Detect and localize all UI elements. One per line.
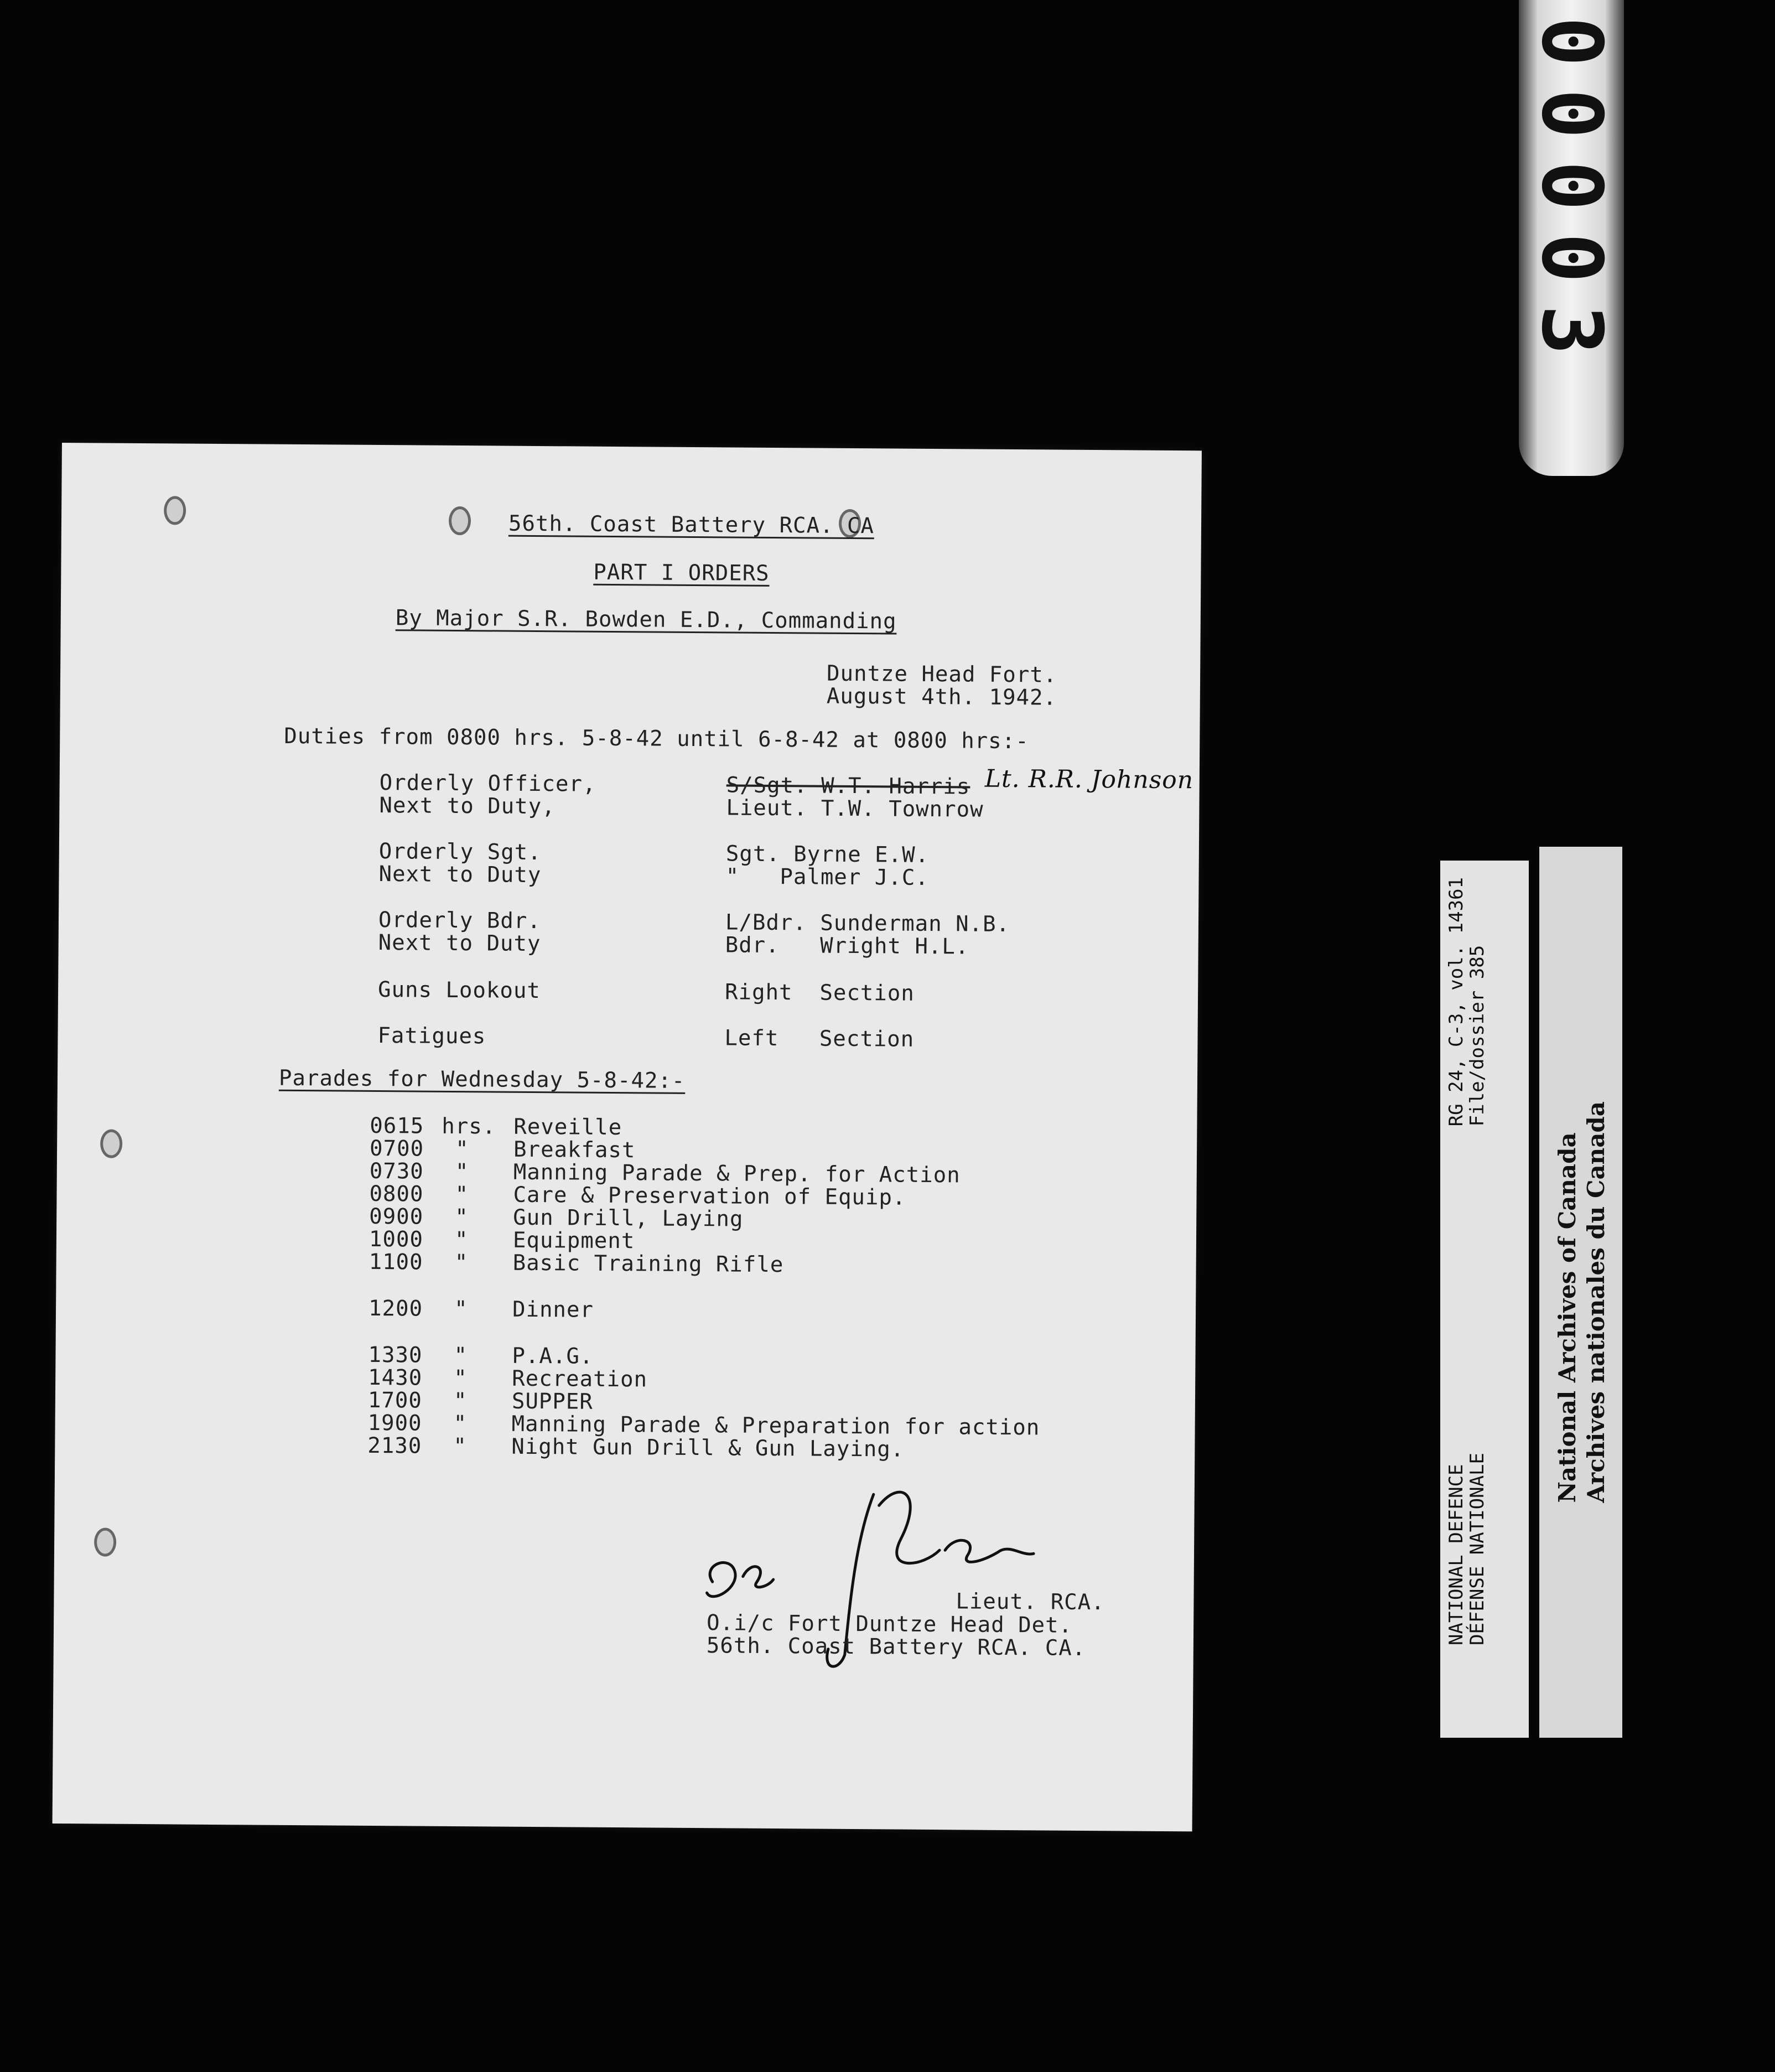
signature-line-1: O.i/c Fort Duntze Head Det. (706, 1610, 1073, 1638)
archive-reference-label (1440, 861, 1529, 1738)
archives-canada-label (1539, 847, 1622, 1738)
parade-time: 0730 (369, 1158, 424, 1184)
parade-time: 0900 (369, 1204, 424, 1230)
parade-unit: " (453, 1433, 467, 1459)
parade-time: 1430 (368, 1365, 423, 1391)
duty-name: L/Bdr. Sunderman N.B. (725, 910, 1010, 937)
parade-time: 0800 (369, 1181, 424, 1207)
archive-reference: RG 24, C-3, vol. 14361 File/dossier 385 (1445, 877, 1488, 1127)
frame-number: 00003 (1523, 17, 1620, 377)
punch-hole-icon (94, 1527, 116, 1556)
parade-activity: Manning Parade & Prep. for Action (513, 1159, 961, 1188)
parade-activity: Gun Drill, Laying (513, 1205, 744, 1232)
parade-activity: Reveille (513, 1114, 622, 1141)
duty-role: Next to Duty (378, 930, 541, 957)
parade-unit: " (454, 1343, 468, 1369)
signature-line-2: 56th. Coast Battery RCA. CA. (706, 1633, 1086, 1661)
punch-hole-icon (164, 496, 186, 525)
parade-unit: " (454, 1365, 468, 1391)
duty-name: Bdr. Wright H.L. (725, 933, 969, 960)
duty-role: Orderly Officer, (379, 770, 596, 797)
parade-activity: Recreation (512, 1366, 648, 1392)
punch-hole-icon (100, 1130, 122, 1158)
commanding-officer: By Major S.R. Bowden E.D., Commanding (395, 605, 897, 634)
document-title: 56th. Coast Battery RCA. CA (508, 511, 875, 539)
archives-name: National Archives of Canada Archives nationales du Canada (1554, 1101, 1610, 1503)
parade-time: 0700 (369, 1136, 424, 1162)
department-name: NATIONAL DEFENCE DÉFENSE NATIONALE (1445, 1453, 1488, 1645)
parade-activity: Night Gun Drill & Gun Laying. (511, 1434, 905, 1462)
frame-number-strip (1519, 0, 1624, 476)
parade-unit: " (454, 1296, 468, 1322)
parade-time: 1100 (369, 1249, 423, 1275)
duty-role: Next to Duty, (379, 793, 556, 820)
parade-time: 2130 (367, 1433, 422, 1459)
parade-activity: P.A.G. (512, 1343, 594, 1369)
duty-name: " Palmer J.C. (725, 864, 929, 890)
parade-unit: " (453, 1388, 468, 1414)
parade-unit: " (454, 1227, 469, 1253)
signature-rank: Lieut. RCA. (956, 1589, 1105, 1615)
parade-unit: " (454, 1250, 469, 1276)
parade-activity: Manning Parade & Preparation for action (511, 1411, 1040, 1441)
parade-unit: " (455, 1136, 469, 1162)
parade-time: 1330 (368, 1342, 423, 1368)
duty-name: Right Section (724, 980, 915, 1006)
duty-role: Guns Lookout (377, 977, 541, 1004)
parade-activity: Dinner (512, 1297, 594, 1323)
handwritten-replacement: Lt. R.R. Johnson (984, 764, 1194, 795)
duty-name: Left Section (724, 1025, 915, 1052)
parade-unit: hrs. (442, 1113, 496, 1139)
location: Duntze Head Fort. (826, 661, 1057, 688)
parade-unit: " (455, 1182, 469, 1208)
punch-hole-icon (449, 506, 471, 535)
parade-time: 1200 (368, 1296, 423, 1322)
duty-name: Lieut. T.W. Townrow (726, 795, 984, 822)
document-subtitle: PART I ORDERS (593, 560, 770, 586)
parade-time: 0615 (370, 1113, 424, 1139)
parade-time: 1700 (367, 1387, 423, 1413)
parade-activity: SUPPER (511, 1389, 593, 1415)
parade-activity: Basic Training Rifle (512, 1250, 784, 1278)
parade-activity: Equipment (512, 1227, 635, 1254)
duties-heading: Duties from 0800 hrs. 5-8-42 until 6-8-42 at 0800 hrs:- (284, 723, 1029, 754)
duty-name: Sgt. Byrne E.W. (725, 841, 930, 868)
parade-unit: " (455, 1204, 469, 1230)
parade-time: 1900 (367, 1410, 422, 1436)
parade-unit: " (455, 1159, 469, 1185)
document-page (53, 443, 1202, 1831)
parade-activity: Breakfast (513, 1137, 636, 1163)
parade-activity: Care & Preservation of Equip. (513, 1182, 906, 1210)
duty-role: Orderly Bdr. (378, 908, 541, 934)
parade-unit: " (453, 1411, 468, 1437)
duty-role: Fatigues (377, 1023, 486, 1049)
parade-time: 1000 (369, 1226, 424, 1252)
duty-role: Orderly Sgt. (378, 839, 542, 866)
duty-name-struck: S/Sgt. W.T. Harris (726, 773, 970, 800)
date: August 4th. 1942. (826, 683, 1057, 711)
parades-heading: Parades for Wednesday 5-8-42:- (278, 1065, 686, 1094)
duty-role: Next to Duty (378, 862, 542, 888)
